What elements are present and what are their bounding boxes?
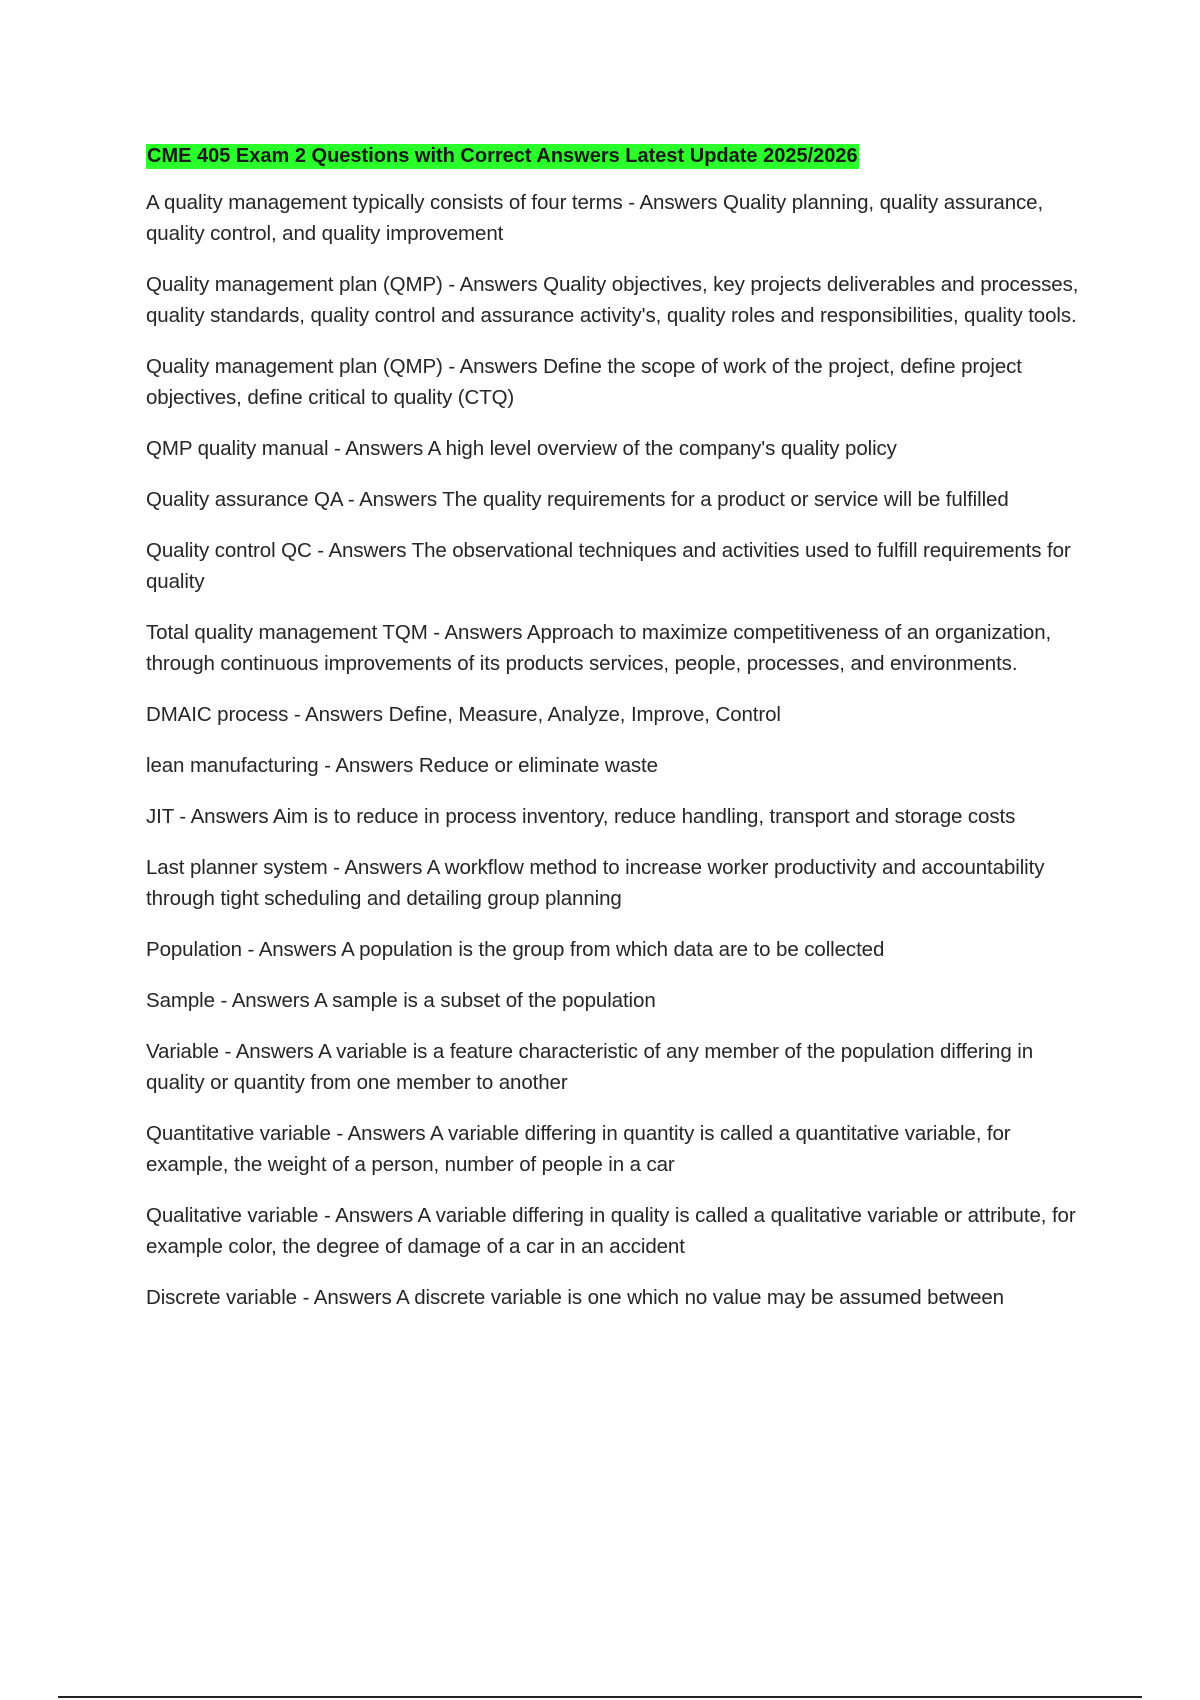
footer-divider bbox=[58, 1696, 1142, 1698]
qa-entry bbox=[146, 269, 1096, 331]
qa-separator bbox=[328, 856, 345, 879]
qa-entry bbox=[146, 985, 1096, 1016]
qa-answer: A sample is a subset of the population bbox=[314, 989, 656, 1012]
qa-term: Quality control QC bbox=[146, 539, 312, 562]
qa-term: Quantitative variable bbox=[146, 1122, 331, 1145]
qa-answer-label: Answers bbox=[347, 1122, 426, 1145]
qa-separator bbox=[428, 621, 445, 644]
qa-term: Variable bbox=[146, 1040, 219, 1063]
qa-term: A quality management typically consists of four terms bbox=[146, 191, 623, 214]
qa-answer-label: Answers bbox=[231, 989, 310, 1012]
qa-separator bbox=[331, 1122, 348, 1145]
qa-term: Quality management plan (QMP) bbox=[146, 355, 443, 378]
qa-answer-label: Answers bbox=[258, 938, 337, 961]
qa-entry bbox=[146, 801, 1096, 832]
qa-answer: The observational techniques and activities used to fulfill requirements for quality bbox=[146, 539, 1071, 593]
qa-separator bbox=[318, 1204, 335, 1227]
qa-separator bbox=[443, 355, 460, 378]
qa-term: QMP quality manual bbox=[146, 437, 329, 460]
qa-separator bbox=[312, 539, 329, 562]
qa-answer-label: Answers bbox=[313, 1286, 392, 1309]
qa-separator bbox=[174, 805, 191, 828]
qa-answer-label: Answers bbox=[459, 355, 538, 378]
qa-answer: Define, Measure, Analyze, Improve, Control bbox=[388, 703, 781, 726]
qa-entry bbox=[146, 1118, 1096, 1180]
qa-term: Quality assurance QA bbox=[146, 488, 343, 511]
qa-answer: Quality objectives, key projects deliverables and processes, quality standards, quality control and assurance activity's, quality roles and responsibilities, quality tools. bbox=[146, 273, 1079, 327]
qa-answer: Aim is to reduce in process inventory, reduce handling, transport and storage costs bbox=[273, 805, 1016, 828]
qa-answer-label: Answers bbox=[459, 273, 538, 296]
qa-answer: Approach to maximize competitiveness of an organization, through continuous improvements of its products services, people, processes, and environments. bbox=[146, 621, 1052, 675]
qa-term: Qualitative variable bbox=[146, 1204, 319, 1227]
qa-answer-label: Answers bbox=[335, 754, 414, 777]
qa-answer-label: Answers bbox=[328, 539, 407, 562]
document-page bbox=[146, 144, 1096, 1333]
qa-answer: A high level overview of the company's quality policy bbox=[427, 437, 897, 460]
qa-answer-label: Answers bbox=[444, 621, 523, 644]
qa-answer-label: Answers bbox=[359, 488, 437, 511]
qa-entry bbox=[146, 699, 1096, 730]
qa-entry bbox=[146, 484, 1096, 515]
qa-answer-label: Answers bbox=[345, 437, 424, 460]
qa-term: Last planner system bbox=[146, 856, 328, 879]
qa-term: Discrete variable bbox=[146, 1286, 297, 1309]
qa-term: Sample bbox=[146, 989, 215, 1012]
qa-entry bbox=[146, 1282, 1096, 1313]
qa-entry bbox=[146, 934, 1096, 965]
qa-answer-label: Answers bbox=[190, 805, 269, 828]
qa-separator bbox=[297, 1286, 314, 1309]
qa-term: Population bbox=[146, 938, 242, 961]
qa-answer: A variable differing in quality is called a qualitative variable or attribute, for example color, the degree of damage of a car in an accident bbox=[146, 1204, 1076, 1258]
qa-entry bbox=[146, 351, 1096, 413]
qa-answer: A variable differing in quantity is called a quantitative variable, for example, the weight of a person, number of people in a car bbox=[146, 1122, 1011, 1176]
qa-entry bbox=[146, 750, 1096, 781]
qa-answer: Define the scope of work of the project, define project objectives, define critical to quality (CTQ) bbox=[146, 355, 1022, 409]
qa-entry bbox=[146, 617, 1096, 679]
qa-entry bbox=[146, 187, 1096, 249]
qa-answer-label: Answers bbox=[344, 856, 423, 879]
qa-entry bbox=[146, 535, 1096, 597]
qa-separator bbox=[219, 1040, 236, 1063]
qa-separator bbox=[443, 273, 460, 296]
qa-answer: A variable is a feature characteristic of any member of the population differing in quality or quantity from one member to another bbox=[146, 1040, 1034, 1094]
qa-answer-label: Answers bbox=[335, 1204, 414, 1227]
qa-separator bbox=[288, 703, 305, 726]
qa-term: Total quality management TQM bbox=[146, 621, 428, 644]
qa-entry bbox=[146, 433, 1096, 464]
qa-answer: Quality planning, quality assurance, quality control, and quality improvement bbox=[146, 191, 1044, 245]
qa-term: DMAIC process bbox=[146, 703, 289, 726]
qa-separator bbox=[328, 437, 345, 460]
qa-answer: The quality requirements for a product or service will be fulfilled bbox=[442, 488, 1009, 511]
qa-separator bbox=[215, 989, 232, 1012]
qa-entry bbox=[146, 1036, 1096, 1098]
qa-answer-label: Answers bbox=[305, 703, 383, 726]
qa-answer: A workflow method to increase worker productivity and accountability through tight scheduling and detailing group planning bbox=[146, 856, 1045, 910]
qa-answer: Reduce or eliminate waste bbox=[418, 754, 658, 777]
qa-answer: A population is the group from which data are to be collected bbox=[341, 938, 885, 961]
qa-entry bbox=[146, 1200, 1096, 1262]
qa-answer-label: Answers bbox=[235, 1040, 314, 1063]
qa-entry bbox=[146, 852, 1096, 914]
document-title: CME 405 Exam 2 Questions with Correct Answers Latest Update 2025/2026 bbox=[147, 145, 858, 167]
qa-answer-label: Answers bbox=[639, 191, 718, 214]
qa-separator bbox=[319, 754, 336, 777]
qa-term: lean manufacturing bbox=[146, 754, 319, 777]
qa-separator bbox=[623, 191, 640, 214]
qa-list bbox=[146, 187, 1096, 1313]
qa-term: Quality management plan (QMP) bbox=[146, 273, 443, 296]
qa-separator bbox=[242, 938, 259, 961]
qa-term: JIT bbox=[146, 805, 174, 828]
qa-answer: A discrete variable is one which no value may be assumed between bbox=[396, 1286, 1004, 1309]
qa-separator bbox=[342, 488, 359, 511]
